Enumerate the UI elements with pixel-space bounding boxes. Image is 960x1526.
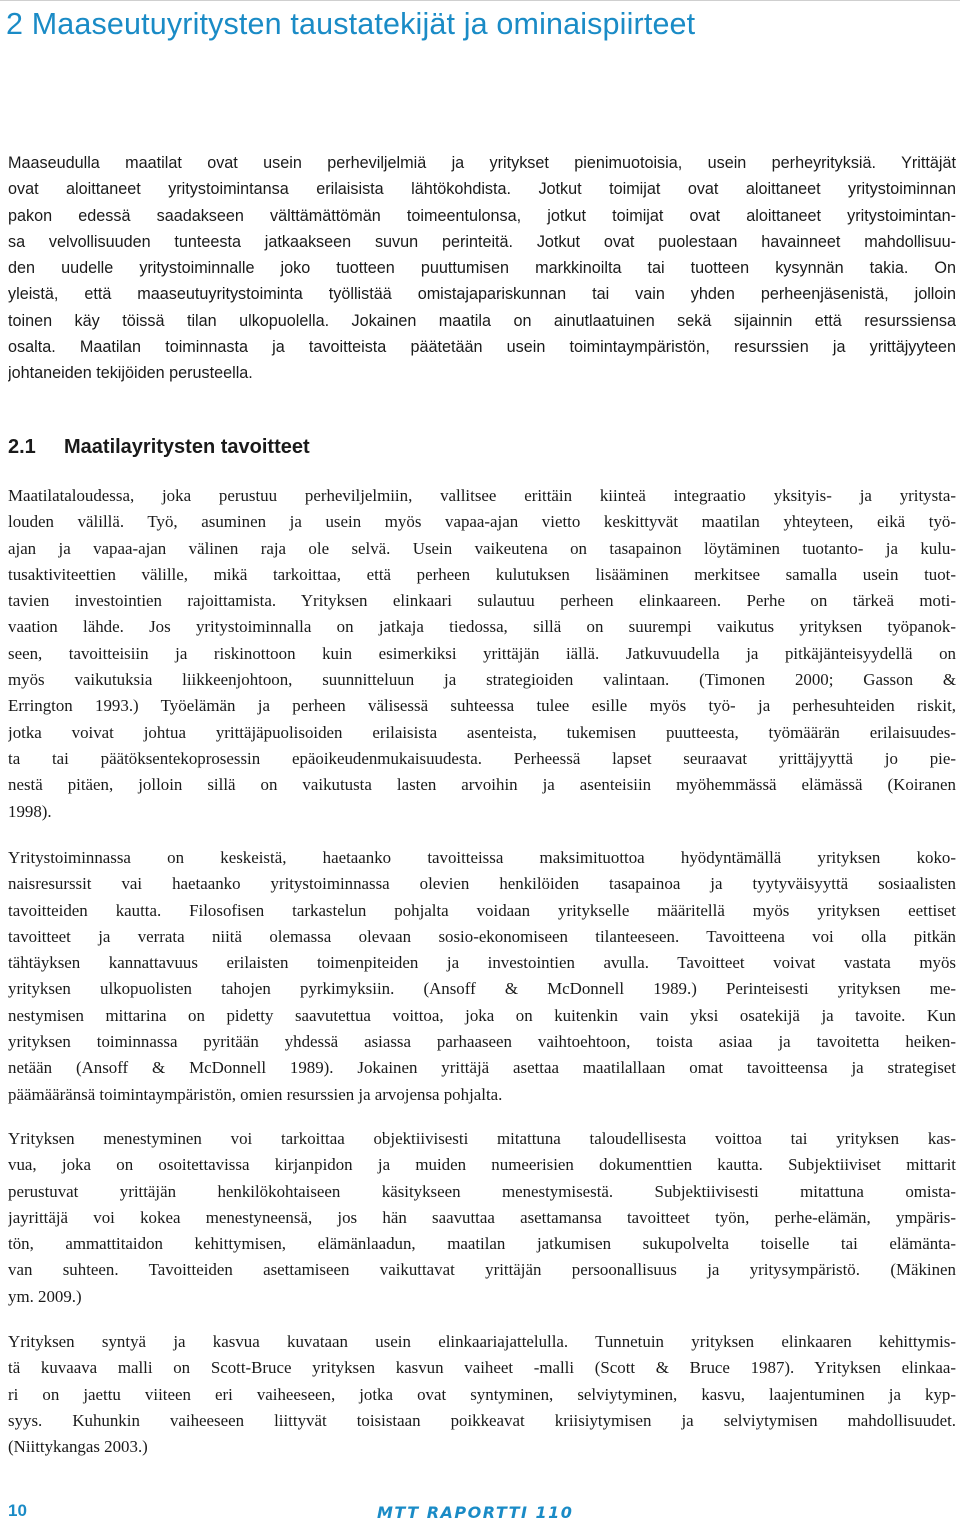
text-line: vua, joka on osoitettavissa kirjanpidon ja muiden numeerisien dokumenttien kautta. Subjektiiviset mittarit [8, 1155, 956, 1175]
text-line: den uudelle yritystoiminnalle joko tuotteen puuttumisen markkinoilta tai tuotteen kysynnän takia. On [8, 259, 956, 278]
body-paragraph-4 [8, 1329, 956, 1460]
text-line: johtaneiden tekijöiden perusteella. [8, 364, 253, 383]
text-line: netään (Ansoff & McDonnell 1989). Jokainen yrittäjä asettaa maatilallaan omat tavoitteensa ja strategiset [8, 1058, 956, 1078]
section-title: Maatilayritysten tavoitteet [64, 436, 310, 458]
text-line: Yrityksen menestyminen voi tarkoittaa objektiivisesti mitattuna taloudellisesta voittoa tai yrityksen kas- [8, 1129, 956, 1148]
text-line: ajan ja vapaa-ajan välinen raja ole selvä. Usein vaikeutena on tasapainon löytäminen tuotanto- ja kulu- [8, 538, 956, 558]
text-line: Errington 1993.) Työelämän ja perheen välisessä suhteessa tulee esille myös työ- ja perhesuhteiden riskit, [8, 696, 956, 716]
text-line: van suhteen. Tavoitteiden asettamiseen vaikuttavat yrittäjän persoonallisuus ja yritysympäristö. (Mäkinen [8, 1260, 956, 1280]
body-paragraph-1 [8, 483, 956, 825]
text-line: Maaseudulla maatilat ovat usein perheviljelmiä ja yritykset pienimuotoisia, usein perheyrityksiä. Yrittäjät [8, 154, 956, 172]
text-line: nestymisen mittarina on pidetty saavutettua voittoa, joka on kuitenkin vain yksi osatekijä ja tavoite. Kun [8, 1005, 956, 1025]
text-line: tusaktiviteettien välille, mikä tarkoittaa, että perheen kulutuksen lisääminen merkitsee samalla usein tuot- [8, 564, 956, 584]
text-line: tön, ammattitaidon kehittymisen, elämänlaadun, maatilan jatkumisen sukupolvelta toiselle tai elämänta- [8, 1234, 956, 1254]
section-number: 2.1 [8, 436, 36, 458]
text-line: nestä pitäen, jolloin sillä on vaikutusta lasten arvoihin ja asenteisiin myöhemmässä elämässä (Koiranen [8, 775, 956, 795]
text-line: tä kuvaava malli on Scott-Bruce yrityksen kasvun vaiheet -malli (Scott & Bruce 1987). Yrityksen elinkaa- [8, 1358, 956, 1378]
text-line: yrityksen ulkopuolisten tahojen pyrkimyksiin. (Ansoff & McDonnell 1989.) Perinteisesti yrityksen me- [8, 979, 956, 999]
chapter-header [0, 0, 960, 62]
text-line: yleistä, että maaseutuyritystoiminta työllistää omistajapariskunnan tai vain yhden perheenjäsenistä, jolloin [8, 285, 956, 304]
text-line: Yritystoiminnassa on keskeistä, haetaanko tavoitteissa maksimituottoa hyödyntämällä yrityksen koko- [8, 848, 956, 867]
text-line: tavoitteet ja verrata niitä olemassa olevaan sosio-ekonomiseen tilanteeseen. Tavoitteena voi olla pitkän [8, 926, 956, 946]
text-line: Maatilataloudessa, joka perustuu perheviljelmiin, vallitsee erittäin kiinteä integraatio yksityis- ja yritysta- [8, 486, 956, 505]
text-line: ri on jaettu viiteen eri vaiheeseen, jotka ovat syntyminen, selviytyminen, kasvu, laajentuminen ja kyp- [8, 1384, 956, 1404]
text-line: jayrittäjä voi kokea menestyneensä, jos hän saavuttaa asettamansa tavoitteet työn, perhe-elämän, ympäris- [8, 1207, 956, 1227]
text-line: vaation lähde. Jos yritystoiminnalla on jatkaja tiedossa, sillä on suurempi vaikutus yrityksen työpanok- [8, 617, 956, 637]
body-paragraph-3 [8, 1126, 956, 1310]
body-paragraph-2 [8, 845, 956, 1108]
text-line: myös vaikutuksia liikkeenjohtoon, suunnitteluun ja strategioiden valintaan. (Timonen 2000; Gasson & [8, 670, 956, 690]
section-heading [8, 436, 310, 459]
text-line: osalta. Maatilan toiminnasta ja tavoitteista päätetään usein toimintaympäristön, resurssien ja yrittäjyyteen [8, 338, 956, 357]
text-line: 1998). [8, 801, 52, 821]
text-line: naisresurssit vai haetaanko yritystoiminnassa olevien henkilöiden tasapainoa ja tyytyväisyyttä sosiaalisten [8, 874, 956, 894]
text-line: perustuvat yrittäjän henkilökohtaiseen käsitykseen menestymisestä. Subjektiivisesti mitattuna omista- [8, 1181, 956, 1201]
text-line: toinen käy töissä tilan ulkopuolella. Jokainen maatila on ainutlaatuinen sekä sijainnin että resurssiensa [8, 311, 956, 330]
text-line: seen, tavoitteisiin ja riskinottoon kuin esimerkiksi yrittäjän iällä. Jatkuvuudella ja pitkäjänteisyydellä on [8, 643, 956, 663]
text-line: Yrityksen syntyä ja kasvua kuvataan usein elinkaariajattelulla. Tunnetuin yrityksen elinkaaren kehittymis- [8, 1332, 956, 1351]
text-line: sa velvollisuuden tunteesta jatkaakseen suvun perinteitä. Jotkut ovat puolestaan havainneet mahdollisuu- [8, 232, 956, 251]
text-line: ym. 2009.) [8, 1286, 82, 1306]
text-line: yrityksen toiminnassa pyritään yhdessä asiassa parhaaseen vaihtoehtoon, toista asiaa ja tavoitetta heiken- [8, 1032, 956, 1052]
text-line: jotka voivat johtua yrittäjäpuolisoiden erilaisista asenteista, tukemisen puutteesta, työmäärän erilaisuudes- [8, 722, 956, 742]
chapter-title: 2 Maaseutuyritysten taustatekijät ja ominaispiirteet [6, 7, 696, 41]
text-line: ta tai päätöksentekoprosessin epäoikeudenmukaisuudesta. Perheessä lapset seuraavat yrittäjyyttä jo pie- [8, 748, 956, 768]
text-line: syys. Kuhunkin vaiheeseen liittyvät toisistaan poikkeavat kriisiytymisen ja selviytymisen mahdollisuudet. [8, 1410, 956, 1430]
text-line: tavoitteiden kautta. Filosofisen tarkastelun pohjalta voidaan yritykselle määritellä myös yrityksen eettiset [8, 900, 956, 920]
text-line: tähtäyksen kannattavuus erilaisten toimenpiteiden ja investointien avulla. Tavoitteet voivat vastata myös [8, 953, 956, 973]
intro-paragraph [8, 150, 956, 387]
text-line: louden välillä. Työ, asuminen ja usein myös vapaa-ajan vietto keskittyvät maatilan yhteyteen, eikä työ- [8, 512, 956, 532]
text-line: tavien investointien rajoittamista. Yrityksen elinkaari sulautuu perheen elinkaareen. Perhe on tärkeä moti- [8, 591, 956, 611]
text-line: päämääränsä toimintaympäristön, omien resurssien ja arvojensa pohjalta. [8, 1084, 503, 1104]
page-number: 10 [8, 1501, 27, 1520]
text-line: pakon edessä saadakseen välttämättömän toimeentulonsa, jotkut toimijat ovat aloittaneet yritystoimintan- [8, 206, 956, 225]
text-line: ovat aloittaneet yritystoimintansa erilaisista lähtökohdista. Jotkut toimijat ovat aloittaneet yritystoiminnan [8, 180, 956, 199]
report-name: MTT RAPORTTI 110 [377, 1503, 574, 1522]
text-line: (Niittykangas 2003.) [8, 1437, 148, 1457]
